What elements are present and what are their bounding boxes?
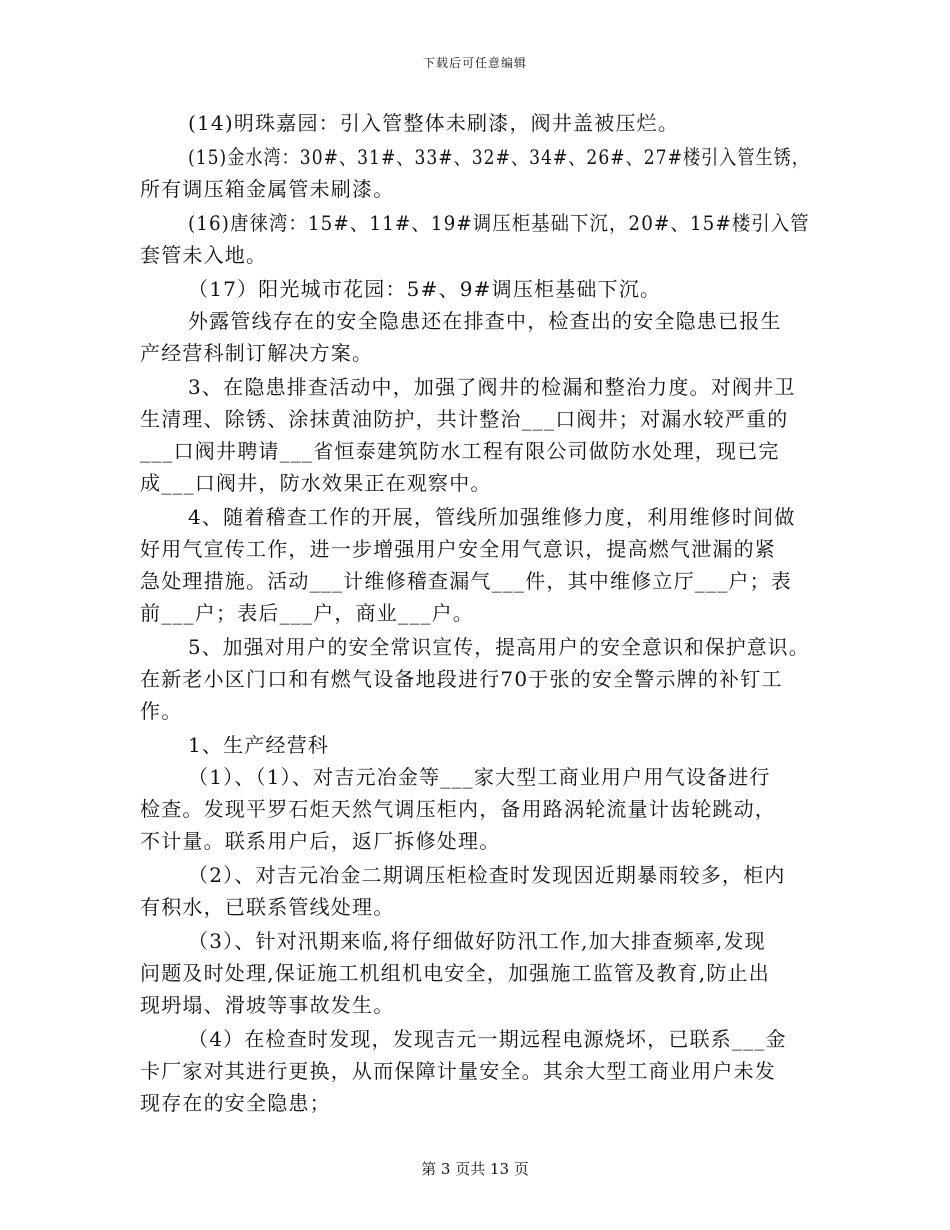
line-28: 现坍塌、滑坡等事故发生。 xyxy=(140,993,395,1017)
line-16: 前___户；表后___户，商业___户。 xyxy=(140,601,474,625)
line-31: 现存在的安全隐患； xyxy=(140,1091,331,1115)
line-30: 卡厂家对其进行更换，从而保障计量安全。其余大型工商业用户未发 xyxy=(140,1059,776,1083)
line-13: 4、随着稽查工作的开展，管线所加强维修力度，利用维修时间做 xyxy=(188,505,796,529)
line-07: 外露管线存在的安全隐患还在排查中，检查出的安全隐患已报生 xyxy=(188,309,782,333)
line-01: (14)明珠嘉园：引入管整体未刷漆，阀井盖被压烂。 xyxy=(188,111,680,135)
line-18: 在新老小区门口和有燃气设备地段进行70于张的安全警示牌的补钉工 xyxy=(140,667,783,691)
line-21: （1）、（1）、对吉元冶金等___家大型工商业用户用气设备进行 xyxy=(188,765,771,789)
line-25: 有积水，已联系管线处理。 xyxy=(140,895,395,919)
line-04: (16)唐徕湾：15#、11#、19#调压柜基础下沉，20#、15#楼引入管 xyxy=(188,211,810,235)
line-12: 成___口阀井，防水效果正在观察中。 xyxy=(140,471,492,495)
page-header: 下载后可任意编辑 xyxy=(422,56,527,70)
line-06: （17）阳光城市花园：5#、9#调压柜基础下沉。 xyxy=(188,277,662,301)
line-24: （2）、对吉元冶金二期调压柜检查时发现因近期暴雨较多，柜内 xyxy=(188,863,786,887)
line-17: 5、加强对用户的安全常识宣传，提高用户的安全意识和保护意识。 xyxy=(188,635,810,659)
line-26: （3）、针对汛期来临,将仔细做好防汛工作,加大排查频率,发现 xyxy=(188,929,766,953)
page-footer: 第 3 页共 13 页 xyxy=(421,1160,529,1178)
line-27: 问题及时处理,保证施工机组机电安全，加强施工监管及教育,防止出 xyxy=(140,961,770,985)
line-29: （4）在检查时发现，发现吉元一期远程电源烧坏，已联系___金 xyxy=(188,1027,787,1051)
line-20: 1、生产经营科 xyxy=(188,733,330,757)
line-09: 3、在隐患排查活动中，加强了阀井的检漏和整治力度。对阀井卫 xyxy=(188,375,796,399)
line-22: 检查。发现平罗石炬天然气调压柜内，备用路涡轮流量计齿轮跳动， xyxy=(140,797,776,821)
line-14: 好用气宣传工作，进一步增强用户安全用气意识，提高燃气泄漏的紧 xyxy=(140,537,776,561)
line-03: 所有调压箱金属管未刷漆。 xyxy=(140,177,395,201)
line-15: 急处理措施。活动___计维修稽查漏气___件，其中维修立厅___户；表 xyxy=(140,569,792,593)
line-10: 生清理、除锈、涂抹黄油防护，共计整治___口阀井；对漏水较严重的 xyxy=(140,407,789,431)
line-11: ___口阀井聘请___省恒泰建筑防水工程有限公司做防水处理，现已完 xyxy=(140,439,780,463)
line-02: (15)金水湾：30#、31#、33#、32#、34#、26#、27#楼引入管生锈， xyxy=(188,145,810,169)
line-23: 不计量。联系用户后，返厂拆修处理。 xyxy=(140,829,501,853)
line-19: 作。 xyxy=(140,699,183,723)
line-08: 产经营科制订解决方案。 xyxy=(140,341,374,365)
line-05: 套管未入地。 xyxy=(140,243,268,267)
